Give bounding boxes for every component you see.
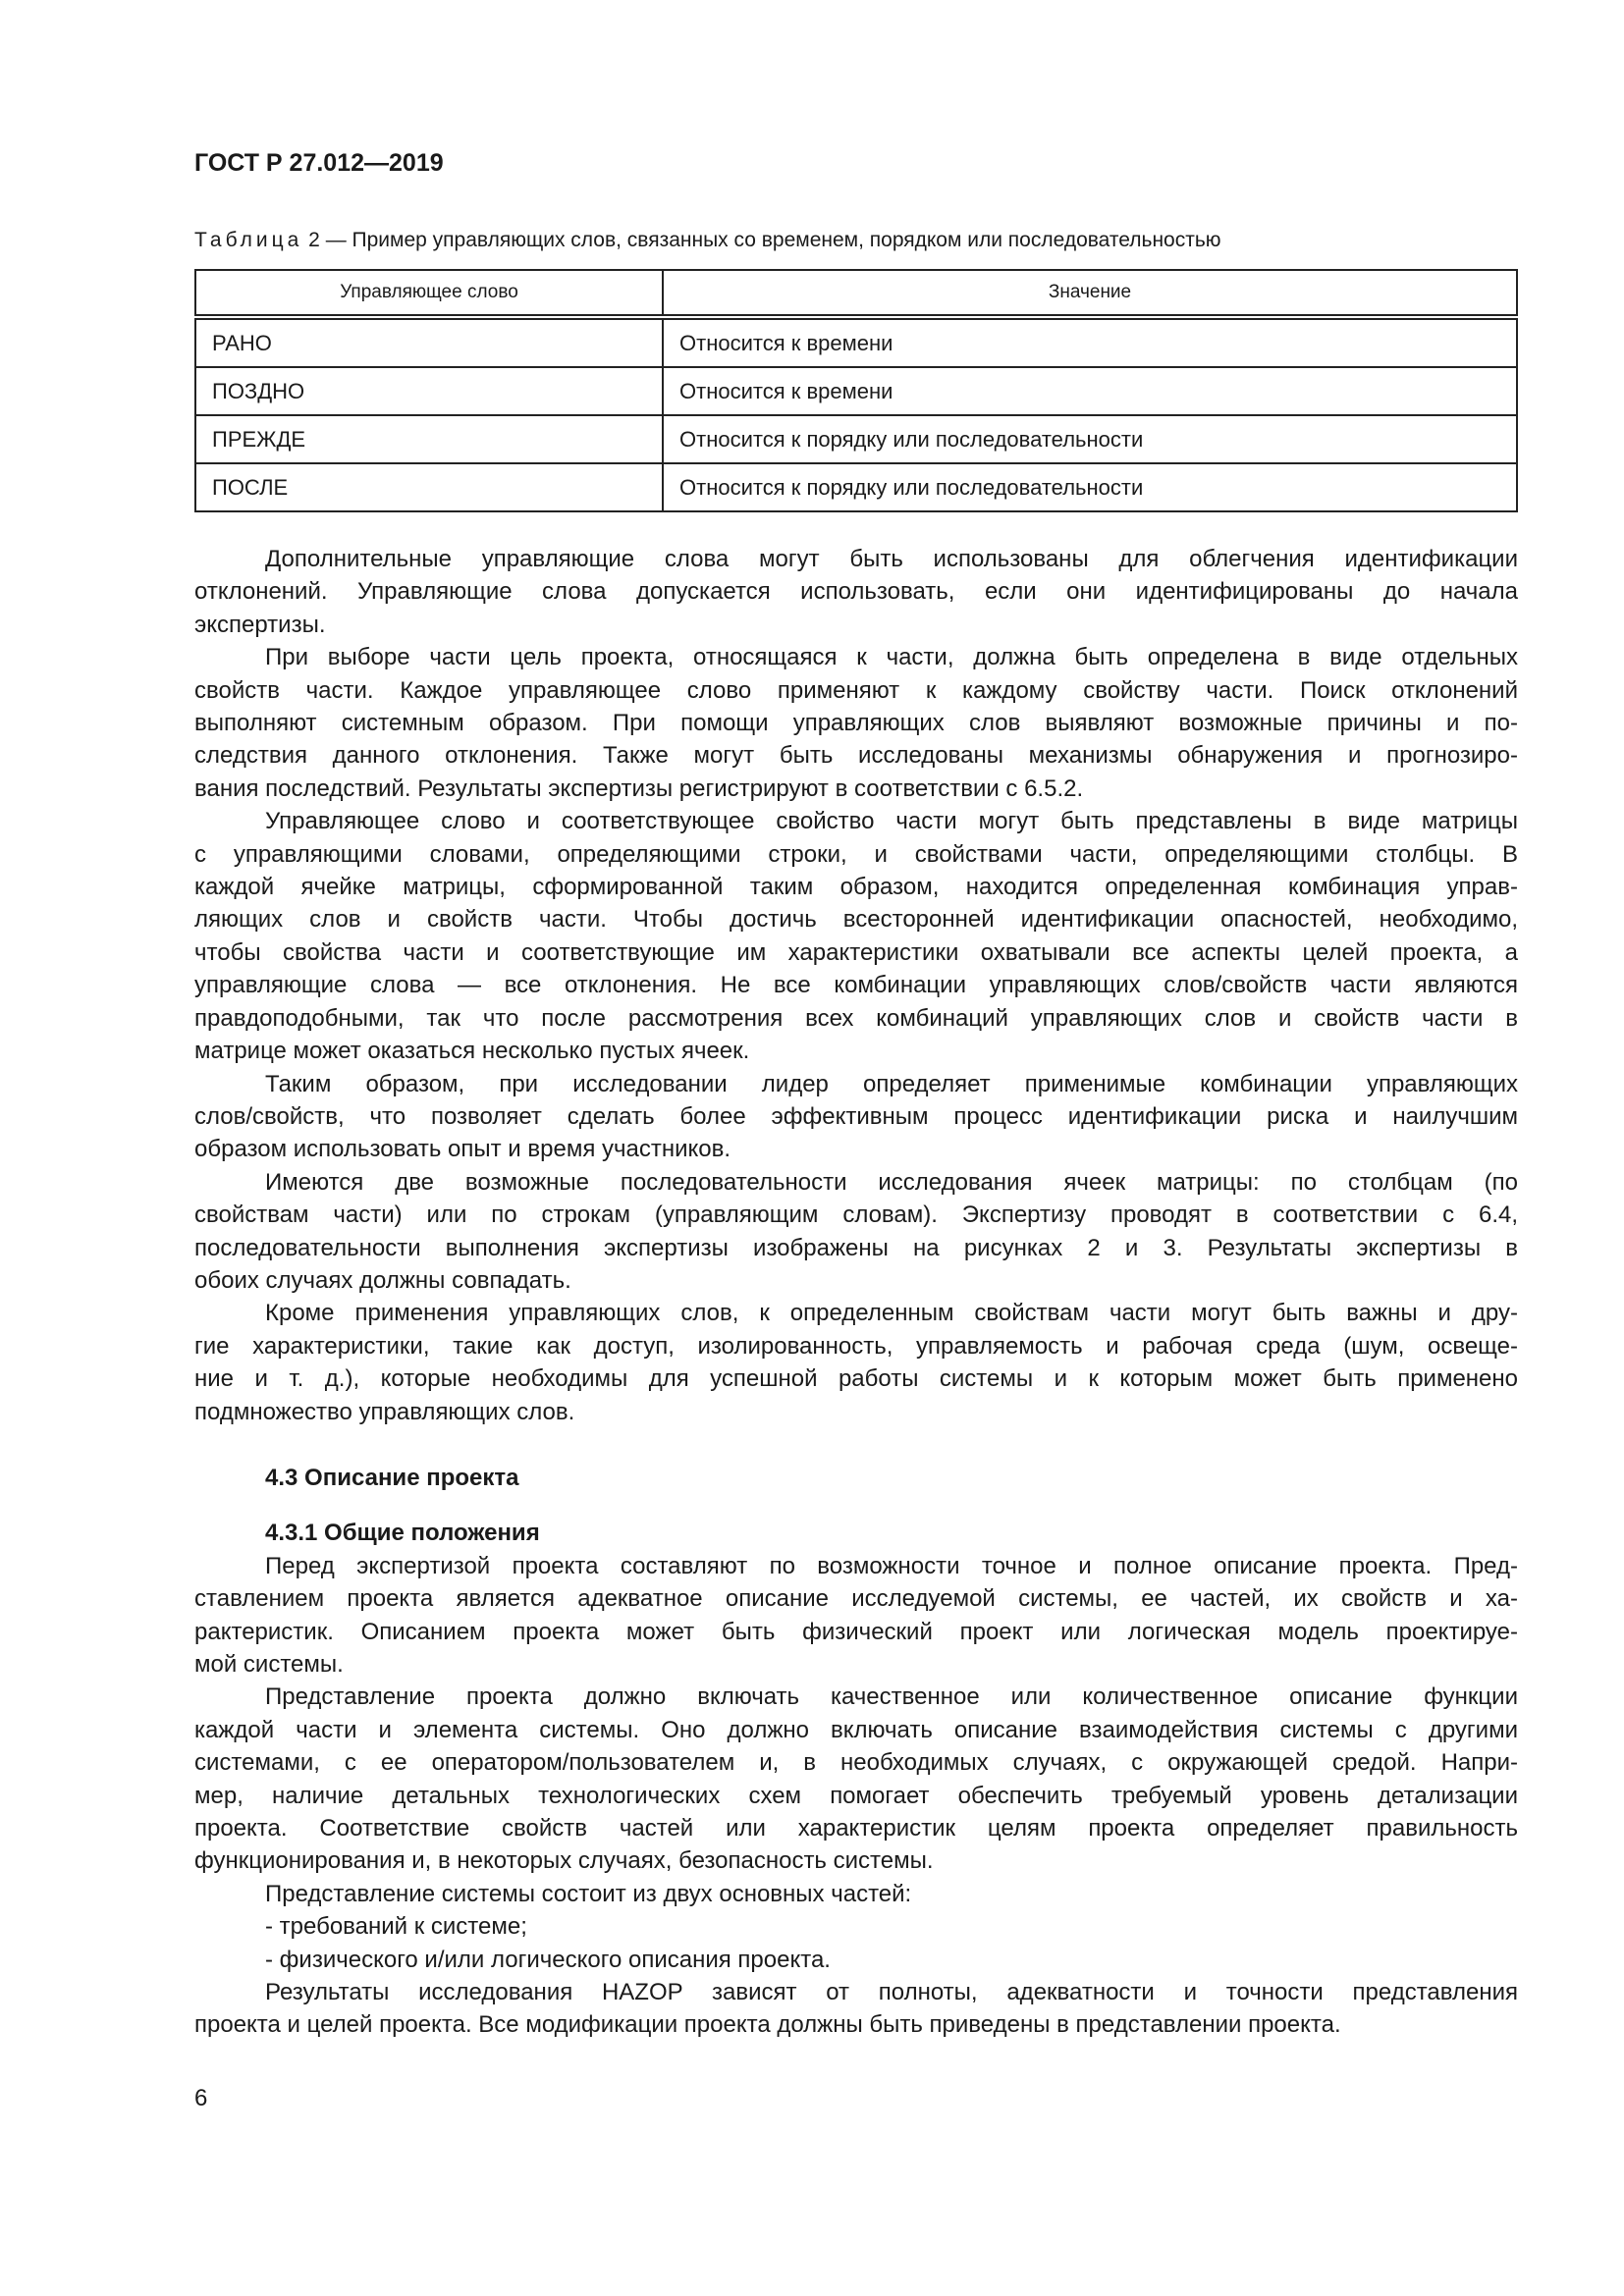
- paragraph: [194, 1681, 1518, 1877]
- text-line: ставлением проекта является адекватное описание исследуемой системы, ее частей, их свойств и ха-: [194, 1585, 1518, 1613]
- text-line: ние и т. д.), которые необходимы для успешной работы системы и к которым может быть применено: [194, 1365, 1518, 1393]
- control-words-table: [194, 269, 1518, 512]
- text-line: последовательности выполнения экспертизы изображены на рисунках 2 и 3. Результаты экспертизы в: [194, 1234, 1518, 1261]
- text-line: управляющие слова — все отклонения. Не все комбинации управляющих слов/свойств части являются: [194, 972, 1518, 999]
- text-line: проекта. Соответствие свойств частей или характеристик целям проекта определяет правильность: [194, 1815, 1518, 1842]
- text-line: чтобы свойства части и соответствующие им характеристики охватывали все аспекты целей проекта, а: [194, 938, 1518, 966]
- table-row: [195, 463, 1517, 511]
- text-line: При выборе части цель проекта, относящаяся к части, должна быть определена в виде отдельных: [265, 644, 1518, 671]
- control-word-cell: ПОЗДНО: [195, 367, 663, 415]
- text-line: Дополнительные управляющие слова могут быть использованы для облегчения идентификации: [265, 546, 1518, 572]
- control-word-cell: ПРЕЖДЕ: [195, 415, 663, 463]
- column-header: Значение: [663, 270, 1517, 317]
- text-line: каждой части и элемента системы. Оно должно включать описание взаимодействия системы с другими: [194, 1716, 1518, 1743]
- text-line: - физического и/или логического описания проекта.: [265, 1946, 831, 1973]
- paragraph: [194, 1976, 1518, 2042]
- table-caption: [194, 229, 1221, 252]
- meaning-cell: Относится к порядку или последовательности: [663, 415, 1517, 463]
- table-caption-text: 2 — Пример управляющих слов, связанных со временем, порядком или последовательностью: [302, 229, 1221, 251]
- text-line: Таким образом, при исследовании лидер определяет применимые комбинации управляющих: [265, 1070, 1518, 1097]
- text-line: обоих случаях должны совпадать.: [194, 1266, 571, 1294]
- text-line: с управляющими словами, определяющими строки, и свойствами части, определяющими столбцы. В: [194, 840, 1518, 868]
- meaning-cell: Относится к порядку или последовательности: [663, 463, 1517, 511]
- control-word-cell: РАНО: [195, 317, 663, 367]
- text-line: слов/свойств, что позволяет сделать более эффективным процесс идентификации риска и наилучшим: [194, 1102, 1518, 1130]
- text-line: Управляющее слово и соответствующее свойство части могут быть представлены в виде матрицы: [265, 808, 1518, 835]
- text-line: гие характеристики, такие как доступ, изолированность, управляемость и рабочая среда (шум, освеще-: [194, 1332, 1518, 1360]
- text-line: Перед экспертизой проекта составляют по возможности точное и полное описание проекта. Пред-: [265, 1552, 1518, 1579]
- text-line: системами, с ее оператором/пользователем и, в необходимых случаях, с окружающей средой. Напри-: [194, 1749, 1518, 1777]
- text-line: ляющих слов и свойств части. Чтобы достичь всесторонней идентификации опасностей, необходимо,: [194, 906, 1518, 934]
- paragraph: [194, 1297, 1518, 1428]
- table-row: [195, 367, 1517, 415]
- paragraph: [194, 1910, 1518, 1943]
- text-line: подмножество управляющих слов.: [194, 1398, 575, 1425]
- text-line: отклонений. Управляющие слова допускается использовать, если они идентифицированы до начала: [194, 578, 1518, 606]
- paragraph: [194, 1944, 1518, 1976]
- table-header-row: [195, 270, 1517, 317]
- paragraph: [194, 641, 1518, 805]
- text-line: вания последствий. Результаты экспертизы регистрируют в соответствии с 6.5.2.: [194, 774, 1084, 802]
- text-line: проекта и целей проекта. Все модификации проекта должны быть приведены в представлении проекта.: [194, 2011, 1341, 2039]
- paragraph: [194, 805, 1518, 1067]
- page-number: 6: [194, 2085, 208, 2111]
- text-line: правдоподобными, так что после рассмотрения всех комбинаций управляющих слов и свойств части в: [194, 1004, 1518, 1032]
- text-line: экспертизы.: [194, 611, 326, 638]
- text-line: Кроме применения управляющих слов, к определенным свойствам части могут быть важны и дру-: [265, 1300, 1518, 1327]
- text-line: выполняют системным образом. При помощи управляющих слов выявляют возможные причины и по-: [194, 710, 1518, 737]
- text-line: свойств части. Каждое управляющее слово применяют к каждому свойству части. Поиск отклонений: [194, 676, 1518, 704]
- text-line: функционирования и, в некоторых случаях, безопасность системы.: [194, 1847, 934, 1875]
- subsection-heading: 4.3.1 Общие положения: [265, 1520, 540, 1547]
- text-line: Результаты исследования HAZOP зависят от полноты, адекватности и точности представления: [265, 1979, 1518, 2006]
- meaning-cell: Относится к времени: [663, 317, 1517, 367]
- paragraph: [194, 1878, 1518, 1910]
- meaning-cell: Относится к времени: [663, 367, 1517, 415]
- body-text: [194, 543, 1518, 2042]
- text-line: следствия данного отклонения. Также могут быть исследованы механизмы обнаружения и прогнозиро-: [194, 742, 1518, 770]
- paragraph: [194, 1166, 1518, 1298]
- section-heading: 4.3 Описание проекта: [265, 1464, 519, 1491]
- paragraph: [194, 1550, 1518, 1682]
- text-line: Представление системы состоит из двух основных частей:: [265, 1880, 912, 1907]
- paragraph: [194, 543, 1518, 641]
- text-line: свойствам части) или по строкам (управляющим словам). Экспертизу проводят в соответствии с 6.4,: [194, 1201, 1518, 1229]
- text-line: Представление проекта должно включать качественное или количественное описание функции: [265, 1683, 1518, 1711]
- control-word-cell: ПОСЛЕ: [195, 463, 663, 511]
- text-line: мой системы.: [194, 1651, 344, 1678]
- text-line: мер, наличие детальных технологических схем помогает обеспечить требуемый уровень детализации: [194, 1782, 1518, 1809]
- text-line: рактеристик. Описанием проекта может быть физический проект или логическая модель проектируе-: [194, 1618, 1518, 1645]
- table-row: [195, 415, 1517, 463]
- table-row: [195, 317, 1517, 367]
- text-line: образом использовать опыт и время участников.: [194, 1136, 731, 1163]
- document-header: ГОСТ Р 27.012—2019: [194, 149, 444, 177]
- text-line: матрице может оказаться несколько пустых ячеек.: [194, 1038, 750, 1065]
- text-line: Имеются две возможные последовательности исследования ячеек матрицы: по столбцам (по: [265, 1168, 1518, 1196]
- column-header: Управляющее слово: [195, 270, 663, 317]
- table-caption-label: Таблица: [194, 229, 303, 251]
- paragraph: [194, 1068, 1518, 1166]
- text-line: - требований к системе;: [265, 1913, 527, 1941]
- text-line: каждой ячейке матрицы, сформированной таким образом, находится определенная комбинация управ-: [194, 874, 1518, 901]
